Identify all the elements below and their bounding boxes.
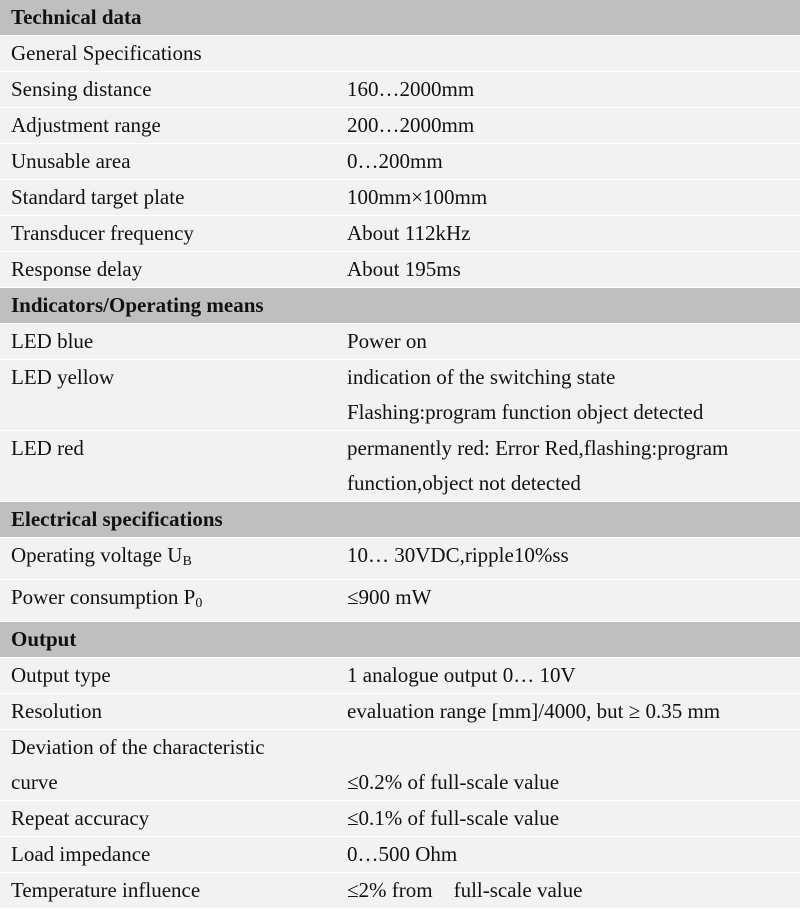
value-text: evaluation range [mm]/4000, but ≥ 0.35 mm [347,699,721,723]
spec-row [0,252,800,288]
spec-value-line: function,object not detected [347,471,581,495]
label-text: Adjustment range [11,113,161,137]
label-subscript: B [182,554,192,569]
spec-label [0,431,336,501]
spec-label [0,873,336,908]
spec-label [0,216,336,251]
spec-value [336,108,800,143]
label-text: Temperature influence [11,878,201,902]
value-text: 200…2000mm [347,113,475,137]
label-text: Indicators/Operating means [11,293,264,317]
spec-label [0,324,336,359]
spec-value [336,252,800,287]
value-text: 10… 30VDC,ripple10%ss [347,543,569,567]
spec-value [336,36,800,71]
spec-value [336,216,800,251]
spec-value [336,144,800,179]
spec-value [336,837,800,872]
label-text: Transducer frequency [11,221,194,245]
spec-value-line: ≤0.2% of full-scale value [347,770,560,794]
label-text: Power consumption P [11,585,196,609]
section-title [0,502,800,537]
label-text: Output type [11,663,111,687]
spec-value [336,360,800,430]
value-text: 160…2000mm [347,77,475,101]
label-text: Unusable area [11,149,131,173]
spec-row [0,324,800,360]
label-text: Resolution [11,699,103,723]
spec-row [0,144,800,180]
spec-label-line: Deviation of the characteristic [11,735,265,759]
value-text: ≤0.1% of full-scale value [347,806,560,830]
spec-value-line [347,730,800,765]
spec-row [0,216,800,252]
spec-label [0,694,336,729]
spec-label [0,108,336,143]
spec-label [0,658,336,693]
spec-label [0,180,336,215]
spec-label [0,36,336,71]
spec-row [0,431,800,502]
spec-row [0,730,800,801]
spec-value [336,538,800,579]
spec-row [0,360,800,431]
value-text: Power on [347,329,427,353]
section-header-row [0,0,800,36]
label-text: LED red [11,436,84,460]
spec-label [0,360,336,430]
spec-row [0,108,800,144]
value-text: 0…200mm [347,149,443,173]
value-text: ≤2% from full-scale value [347,878,583,902]
label-text: LED yellow [11,365,115,389]
spec-value [336,324,800,359]
spec-row [0,694,800,730]
spec-label [0,538,336,579]
section-header-row [0,622,800,658]
label-text: Standard target plate [11,185,185,209]
section-header-row [0,288,800,324]
label-text: Sensing distance [11,77,152,101]
value-text: 0…500 Ohm [347,842,458,866]
spec-value-line: Flashing:program function object detected [347,400,704,424]
spec-value [336,180,800,215]
section-title [0,0,800,35]
section-header-row [0,502,800,538]
spec-row [0,658,800,694]
section-title [0,622,800,657]
value-text: 1 analogue output 0… 10V [347,663,576,687]
value-text: About 195ms [347,257,461,281]
label-text: Electrical specifications [11,507,223,531]
spec-value [336,730,800,800]
spec-row [0,580,800,622]
spec-label [0,72,336,107]
spec-value [336,694,800,729]
value-text: ≤900 mW [347,585,432,609]
spec-row [0,538,800,580]
spec-label [0,580,336,621]
spec-value [336,431,800,501]
spec-row [0,72,800,108]
spec-value [336,873,800,908]
label-text: Output [11,627,77,651]
spec-value-line: permanently red: Error Red,flashing:program [347,436,729,460]
label-text: Operating voltage U [11,543,183,567]
spec-label [0,252,336,287]
spec-row [0,873,800,909]
spec-label [0,837,336,872]
spec-value [336,801,800,836]
spec-value [336,580,800,621]
label-text: Technical data [11,5,142,29]
spec-label [0,144,336,179]
label-text: Repeat accuracy [11,806,150,830]
spec-row [0,36,800,72]
spec-label-line: curve [11,770,58,794]
label-text: General Specifications [11,41,202,65]
label-text: Response delay [11,257,143,281]
spec-row [0,180,800,216]
spec-label [0,801,336,836]
spec-value-line: indication of the switching state [347,365,616,389]
spec-row [0,801,800,837]
label-subscript: 0 [195,596,203,611]
spec-label [0,730,336,800]
value-text: 100mm×100mm [347,185,488,209]
spec-row [0,837,800,873]
label-text: LED blue [11,329,94,353]
spec-value [336,658,800,693]
value-text: About 112kHz [347,221,471,245]
label-text: Load impedance [11,842,151,866]
section-title [0,288,800,323]
spec-value [336,72,800,107]
